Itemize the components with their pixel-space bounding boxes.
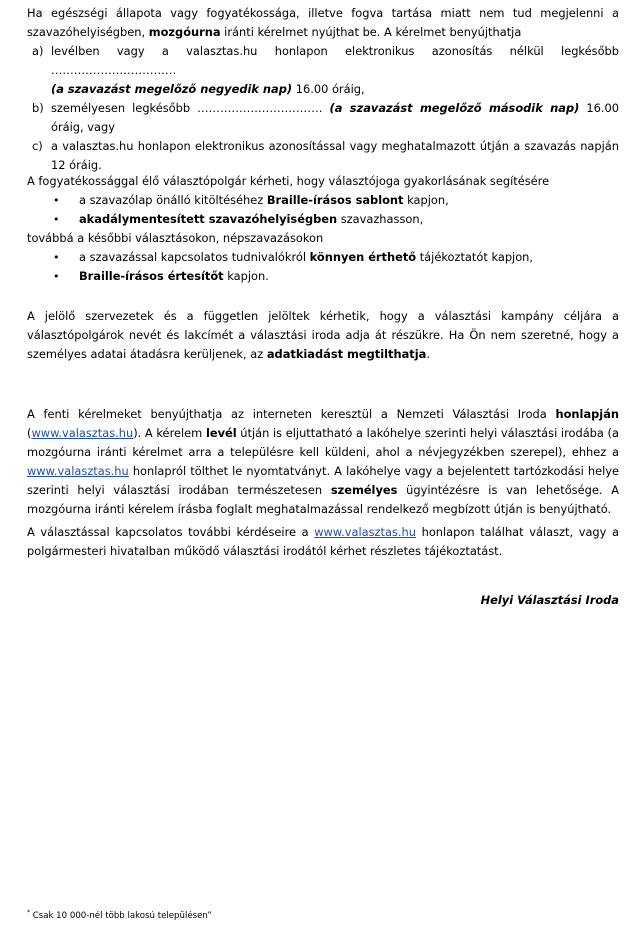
submission-text: útján is eljuttatható a lakóhelye szerinti helyi választási irodába (a mozgóurna iránti kérelmet arra a településre kell küldeni, ahol a névjegyzékben szerepel), ehhez a bbox=[27, 426, 619, 459]
submission-bold-honlapjan: honlapján bbox=[555, 407, 619, 421]
list-text: a szavazással kapcsolatos tudnivalókról bbox=[79, 250, 310, 264]
valasztas-link[interactable]: www.valasztas.hu bbox=[31, 426, 134, 440]
signature: Helyi Választási Iroda bbox=[480, 593, 619, 607]
list-bold: könnyen érthető bbox=[309, 250, 417, 264]
intro-text-1: Ha egészségi állapota vagy fogyatékossága, illetve fogva tartása miatt nem tud megjelenni a szavazóhelyiségben, bbox=[27, 6, 619, 39]
disability-list bbox=[27, 191, 619, 229]
list-item bbox=[27, 267, 619, 286]
list-item bbox=[27, 191, 619, 210]
continuation-line: továbbá a későbbi választásokon, népszavazásokon bbox=[27, 231, 324, 245]
list-bold: akadálymentesített szavazóhelyiségben bbox=[79, 212, 338, 226]
footnote-text: Csak 10 000-nél több lakosú településen” bbox=[32, 910, 212, 921]
intro-bold-mozgourna: mozgóurna bbox=[148, 25, 221, 39]
bullet: • bbox=[53, 251, 60, 264]
list-text: szavazhasson, bbox=[337, 212, 424, 226]
option-item bbox=[27, 42, 619, 99]
nominating-bold: adatkiadást megtilthatja bbox=[266, 347, 427, 361]
valasztas-link[interactable]: www.valasztas.hu bbox=[27, 464, 129, 478]
submission-text: A fenti kérelmeket benyújthatja az interneten keresztül a Nemzeti Választási Iroda bbox=[27, 407, 556, 421]
submission-text: honlapról tölthet le nyomtatványt. A lakóhelye vagy a bejelentett tartózkodási helye szerinti helyi választási irodában természetesen bbox=[27, 464, 619, 497]
list-text: tájékoztatót kapjon, bbox=[416, 250, 534, 264]
list-bold: Braille-írásos értesítőt bbox=[79, 269, 224, 283]
list-text: kapjon, bbox=[403, 193, 449, 207]
list-text: kapjon. bbox=[223, 269, 269, 283]
submission-text: ( bbox=[27, 426, 32, 440]
option-item bbox=[27, 99, 619, 137]
questions-text: honlapon találhat választ, vagy a polgármesteri hivatalban működő választási irodától kérhet részletes tájékoztatást. bbox=[27, 525, 619, 558]
option-text-tail: 16.00 óráig, bbox=[292, 82, 365, 96]
option-item bbox=[27, 137, 619, 175]
option-text: személyesen legkésőbb …………………………… bbox=[51, 101, 330, 115]
valasztas-link[interactable]: www.valasztas.hu bbox=[314, 525, 416, 539]
submission-text: ). A kérelem bbox=[133, 426, 206, 440]
option-text: levélben vagy a valasztas.hu honlapon elektronikus azonosítás nélkül legkésőbb …………………………… bbox=[51, 44, 619, 77]
option-deadline: (a szavazást megelőző második nap) bbox=[329, 101, 580, 115]
submission-bold-level: levél bbox=[205, 426, 237, 440]
questions-text: A választással kapcsolatos további kérdéseire a bbox=[27, 525, 315, 539]
footnote bbox=[27, 909, 212, 921]
submission-section bbox=[27, 405, 619, 519]
option-deadline: (a szavazást megelőző negyedik nap) bbox=[51, 82, 293, 96]
list-item bbox=[27, 210, 619, 229]
intro-text-2: iránti kérelmet nyújthat be. A kérelmet benyújthatja bbox=[220, 25, 522, 39]
bullet: • bbox=[53, 270, 60, 283]
disability-intro: A fogyatékossággal élő választópolgár kérheti, hogy választójoga gyakorlásának segítésére bbox=[27, 174, 550, 188]
bullet: • bbox=[53, 213, 60, 226]
list-text: a szavazólap önálló kitöltéséhez bbox=[79, 193, 267, 207]
questions-paragraph bbox=[27, 523, 619, 561]
submission-text: ügyintézésre is van lehetősége. A mozgóurna iránti kérelem írásba foglalt meghatalmazással rendelkező megbízott útján is benyújtható. bbox=[27, 483, 620, 516]
option-text: a valasztas.hu honlapon elektronikus azonosítással vagy meghatalmazott útján a szavazás napján 12 óráig. bbox=[51, 139, 619, 172]
list-item bbox=[27, 248, 619, 267]
bullet: • bbox=[53, 194, 60, 207]
option-marker: a) bbox=[32, 44, 44, 58]
nominating-text-end: . bbox=[426, 347, 430, 361]
submission-bold-szemelyes: személyes bbox=[330, 483, 398, 497]
nominating-paragraph bbox=[27, 307, 619, 364]
option-marker: b) bbox=[32, 101, 44, 115]
nominating-section bbox=[27, 307, 619, 364]
disability-section bbox=[27, 172, 619, 286]
list-bold: Braille-írásos sablont bbox=[266, 193, 404, 207]
option-text-tail: 16.00 óráig, vagy bbox=[51, 101, 619, 134]
intro-paragraph bbox=[27, 4, 619, 42]
submission-paragraph bbox=[27, 405, 619, 519]
submission-options-list bbox=[27, 42, 619, 175]
nominating-text: A jelölő szervezetek és a független jelöltek kérhetik, hogy a választási kampány céljára a választópolgárok nevét és lakcímét a választási iroda adja át részükre. Ha Ön nem szeretné, hogy a személyes adatai átadásra kerüljenek, az bbox=[27, 309, 619, 361]
footnote-mark: * bbox=[27, 909, 30, 916]
disability-list-2 bbox=[27, 248, 619, 286]
option-marker: c) bbox=[32, 139, 43, 153]
questions-section bbox=[27, 523, 619, 561]
mobile-ballot-section bbox=[27, 4, 619, 175]
